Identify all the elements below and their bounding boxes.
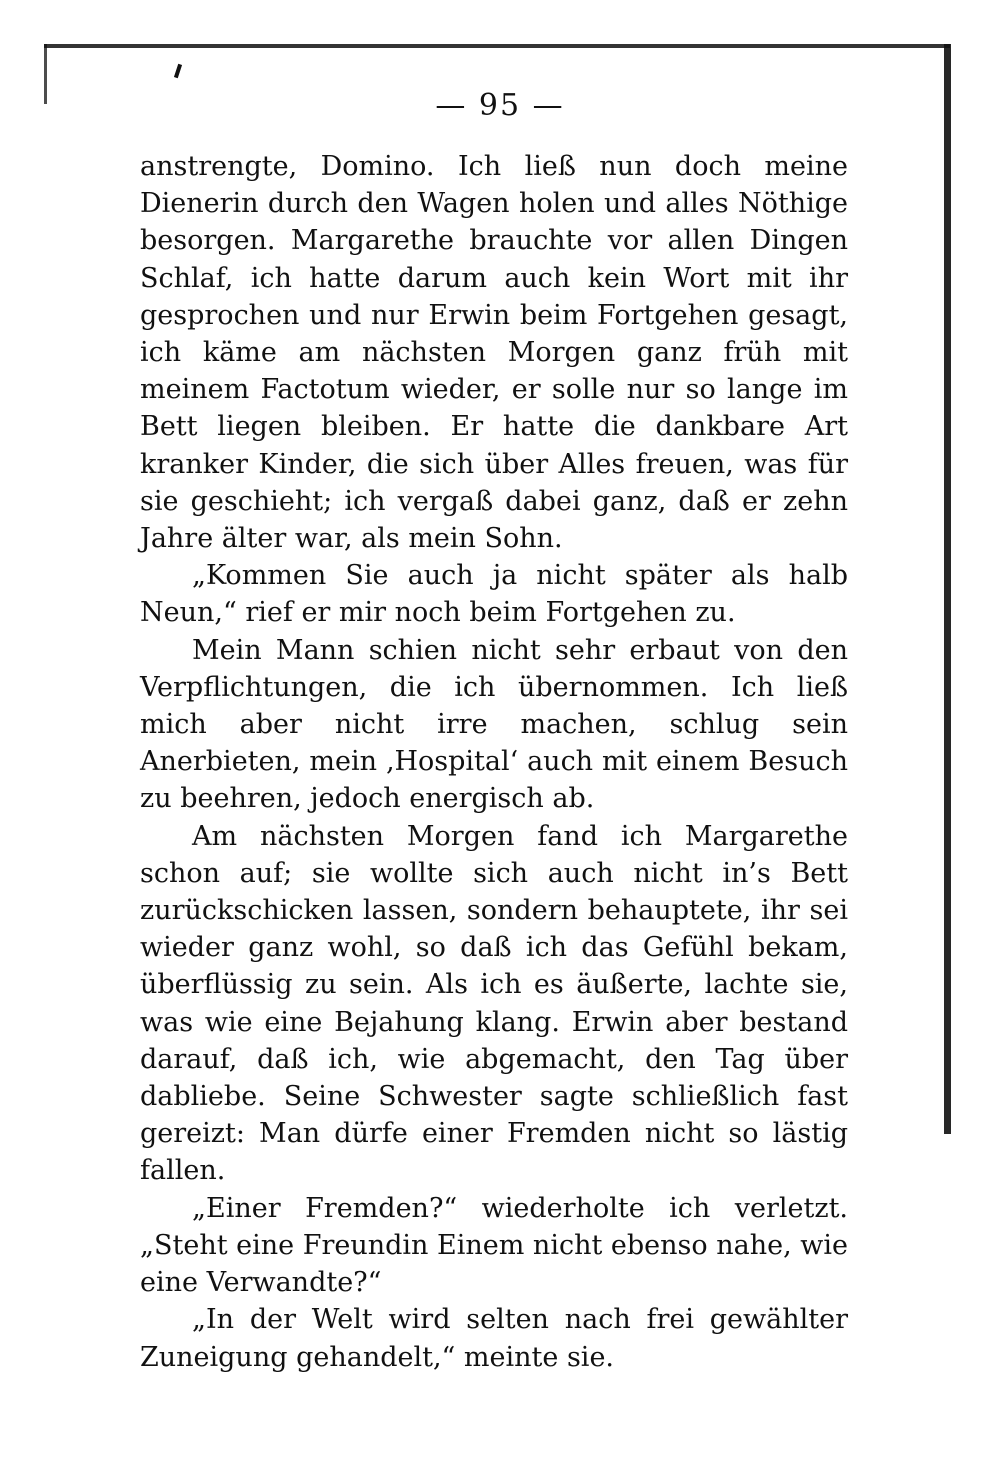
paragraph-5: „Einer Fremden?“ wiederholte ich verletzt. „Steht eine Freundin Einem nicht ebenso nahe, wie eine Verwandte?“ <box>140 1192 848 1299</box>
paragraph-6: „In der Welt wird selten nach frei gewählter Zuneigung gehandelt,“ meinte sie. <box>140 1304 848 1373</box>
paragraph-4: Am nächsten Morgen fand ich Margarethe schon auf; sie wollte sich auch nicht in’s Bett zurückschicken lassen, sondern behauptete, ihr sei wieder ganz wohl, so daß ich das Gefühl bekam, überflüssig zu sein. Als ich es äußerte, lachte sie, was wie eine Bejahung klang. Erwin aber bestand darauf, daß ich, wie abgemacht, den Tag über dabliebe. Seine Schwester sagte schließlich fast gereizt: Man dürfe einer Fremden nicht so lästig fallen. <box>140 820 848 1187</box>
scan-edge-top <box>44 44 950 48</box>
ink-speck <box>174 64 182 79</box>
paragraph-1: anstrengte, Domino. Ich ließ nun doch meine Dienerin durch den Wagen holen und alles Nöthige besorgen. Margarethe brauchte vor allen Dingen Schlaf, ich hatte darum auch kein Wort mit ihr gesprochen und nur Erwin beim Fortgehen gesagt, ich käme am nächsten Morgen ganz früh mit meinem Factotum wieder, er solle nur so lange im Bett liegen bleiben. Er hatte die dankbare Art kranker Kinder, die sich über Alles freuen, was für sie geschieht; ich vergaß dabei ganz, daß er zehn Jahre älter war, als mein Sohn. <box>140 151 848 555</box>
paragraph-2: „Kommen Sie auch ja nicht später als halb Neun,“ rief er mir noch beim Fortgehen zu. <box>140 560 848 629</box>
page-number: — 95 — <box>435 88 565 123</box>
paragraph-3: Mein Mann schien nicht sehr erbaut von den Verpflichtungen, die ich übernommen. Ich ließ mich aber nicht irre machen, schlug sein Anerbieten, mein ‚Hospital‘ auch mit einem Besuch zu beehren, jedoch energisch ab. <box>140 634 848 815</box>
scan-edge-right <box>944 44 951 1134</box>
body-text <box>140 148 848 1376</box>
